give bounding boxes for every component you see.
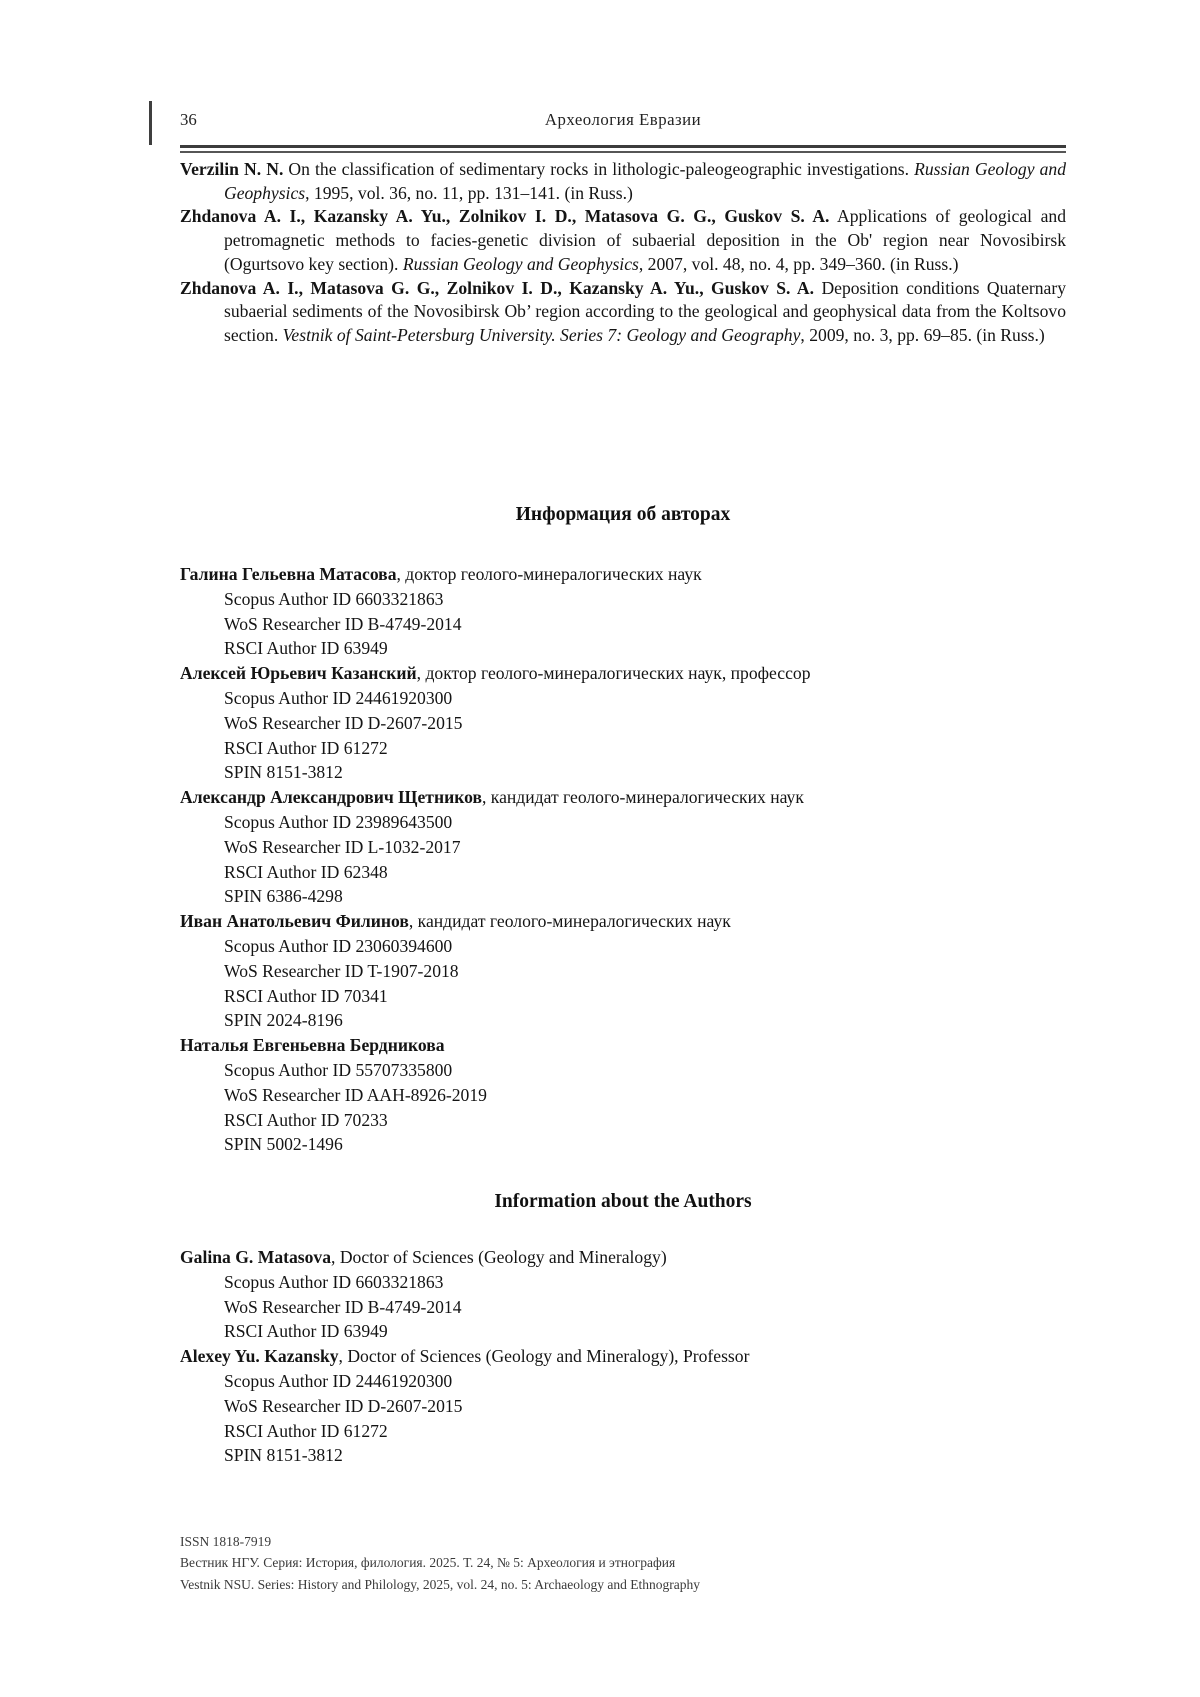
author-id-line: WoS Researcher ID D-2607-2015 xyxy=(224,1395,463,1416)
author-id-line: Scopus Author ID 24461920300 xyxy=(224,1370,453,1391)
author-entry xyxy=(180,661,1080,785)
author-name: Галина Гельевна Матасова xyxy=(180,564,397,584)
author-id-line: SPIN 2024-8196 xyxy=(224,1010,343,1031)
running-title: Археология Евразии xyxy=(544,110,702,129)
author-id-line: Scopus Author ID 6603321863 xyxy=(224,588,444,609)
footer-issn: ISSN 1818-7919 xyxy=(180,1534,272,1549)
author-entry xyxy=(180,909,1080,1033)
author-id-line: WoS Researcher ID T-1907-2018 xyxy=(224,960,459,981)
references-list xyxy=(180,158,1066,348)
author-id-line: WoS Researcher ID D-2607-2015 xyxy=(224,712,463,733)
author-id-line: RSCI Author ID 63949 xyxy=(224,638,388,659)
page-number: 36 xyxy=(180,110,197,129)
footer-journal-ru: Вестник НГУ. Серия: История, филология. 2025. Т. 24, № 5: Археология и этнография xyxy=(180,1555,676,1571)
author-degree: , доктор геолого-минералогических наук xyxy=(396,564,702,584)
author-name-line xyxy=(180,785,1080,810)
reference-authors: Zhdanova A. I., Kazansky A. Yu., Zolnikov I. D., Matasova G. G., Guskov S. A. xyxy=(180,206,830,227)
author-name-line xyxy=(180,1344,1080,1369)
author-entry xyxy=(180,1344,1080,1468)
author-id-line: WoS Researcher ID L-1032-2017 xyxy=(224,836,461,857)
reference-authors: Verzilin N. N. xyxy=(180,159,284,179)
author-degree: , Doctor of Sciences (Geology and Mineralogy) xyxy=(331,1247,667,1267)
reference-tail: , 2009, no. 3, pp. 69–85. (in Russ.) xyxy=(800,324,1045,345)
author-name: Galina G. Matasova xyxy=(180,1247,332,1267)
author-id-line: WoS Researcher ID AAH-8926-2019 xyxy=(224,1084,487,1105)
author-degree: , доктор геолого-минералогических наук, профессор xyxy=(416,663,811,684)
author-name-line xyxy=(180,661,1080,686)
author-name-line xyxy=(180,909,1080,934)
author-id-line: WoS Researcher ID B-4749-2014 xyxy=(224,1296,462,1317)
reference-text: Deposition conditions Quaternary subaerial sediments of the Novosibirsk Ob’ region according to the geological and geophysical data from the Koltsovo section. xyxy=(224,277,1066,345)
author-id-line: RSCI Author ID 70341 xyxy=(224,985,388,1006)
author-id-line: Scopus Author ID 6603321863 xyxy=(224,1271,444,1292)
author-id-line: RSCI Author ID 70233 xyxy=(224,1109,388,1130)
author-id-line: Scopus Author ID 24461920300 xyxy=(224,687,453,708)
reference-authors: Zhdanova A. I., Matasova G. G., Zolnikov I. D., Kazansky A. Yu., Guskov S. A. xyxy=(180,277,814,298)
scan-artifact-mark xyxy=(149,101,152,145)
reference-entry xyxy=(180,158,1066,205)
author-name-line xyxy=(180,1033,1080,1058)
author-id-line: RSCI Author ID 63949 xyxy=(224,1321,388,1342)
reference-journal: Russian Geology and Geophysics xyxy=(224,159,1066,203)
author-name: Наталья Евгеньевна Бердникова xyxy=(180,1035,445,1056)
section-heading-authors-en: Information about the Authors xyxy=(494,1191,752,1212)
reference-tail: , 2007, vol. 48, no. 4, pp. 349–360. (in Russ.) xyxy=(638,253,959,274)
reference-text: On the classification of sedimentary rocks in lithologic-paleogeographic investigations. xyxy=(283,159,915,179)
reference-journal: Russian Geology and Geophysics xyxy=(402,253,639,274)
author-name: Иван Анатольевич Филинов xyxy=(180,911,409,932)
author-id-line: SPIN 8151-3812 xyxy=(224,762,343,783)
author-entry xyxy=(180,562,1080,661)
author-degree: , кандидат геолого-минералогических наук xyxy=(481,787,804,808)
author-id-line: RSCI Author ID 62348 xyxy=(224,861,388,882)
author-entry xyxy=(180,785,1080,909)
section-heading-authors-ru: Информация об авторах xyxy=(515,504,731,525)
authors-info-ru xyxy=(180,562,1080,1157)
reference-entry xyxy=(180,277,1066,348)
author-name-line xyxy=(180,562,1080,587)
author-id-line: Scopus Author ID 23989643500 xyxy=(224,811,453,832)
page-header xyxy=(180,110,1066,136)
author-id-line: WoS Researcher ID B-4749-2014 xyxy=(224,613,462,634)
author-entry xyxy=(180,1245,1080,1344)
author-id-line: RSCI Author ID 61272 xyxy=(224,1420,388,1441)
author-id-line: RSCI Author ID 61272 xyxy=(224,737,388,758)
author-entry xyxy=(180,1033,1080,1157)
author-id-line: Scopus Author ID 55707335800 xyxy=(224,1059,453,1080)
reference-journal: Vestnik of Saint-Petersburg University. Series 7: Geology and Geography xyxy=(282,324,801,345)
author-name-line xyxy=(180,1245,1080,1270)
reference-entry xyxy=(180,205,1066,276)
reference-text: Applications of geological and petromagnetic methods to facies-genetic division of subaerial deposition in the Ob' region near Novosibirsk (Ogurtsovo key section). xyxy=(224,206,1066,274)
author-id-line: Scopus Author ID 23060394600 xyxy=(224,935,453,956)
author-name: Alexey Yu. Kazansky xyxy=(180,1346,339,1367)
footer-journal-en: Vestnik NSU. Series: History and Philology, 2025, vol. 24, no. 5: Archaeology and Ethnography xyxy=(180,1576,700,1592)
author-id-line: SPIN 5002-1496 xyxy=(224,1134,343,1155)
author-id-line: SPIN 6386-4298 xyxy=(224,886,343,907)
author-name: Александр Александрович Щетников xyxy=(180,787,482,808)
author-id-line: SPIN 8151-3812 xyxy=(224,1445,343,1466)
author-degree: , Doctor of Sciences (Geology and Mineralogy), Professor xyxy=(338,1346,750,1367)
author-name: Алексей Юрьевич Казанский xyxy=(180,663,417,684)
reference-tail: , 1995, vol. 36, no. 11, pp. 131–141. (in Russ.) xyxy=(305,182,633,203)
page-footer xyxy=(180,1531,1066,1595)
header-rule xyxy=(180,145,1066,153)
author-degree: , кандидат геолого-минералогических наук xyxy=(408,911,731,932)
authors-info-en xyxy=(180,1245,1080,1468)
